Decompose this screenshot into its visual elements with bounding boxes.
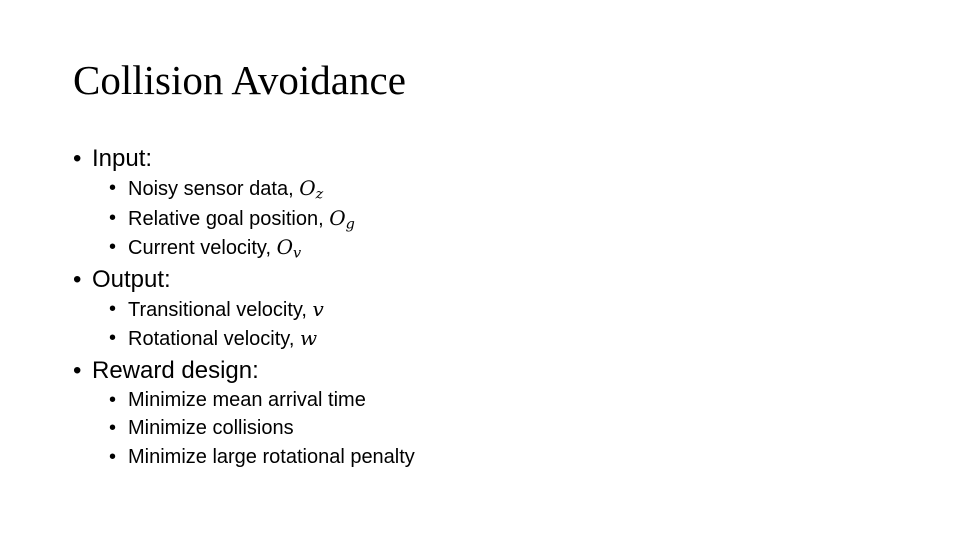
bullet-icon: • (73, 145, 82, 172)
section-label: Output: (92, 265, 171, 293)
bullet-icon: • (109, 206, 117, 229)
bullet-icon: • (109, 417, 117, 439)
math-variable: $O_z$ (299, 176, 324, 203)
bullet-icon: • (109, 177, 117, 199)
bullet-list (73, 144, 873, 471)
list-item (73, 443, 873, 472)
slide-title: Collision Avoidance (73, 57, 406, 103)
section-output (73, 265, 873, 295)
item-text: Rotational velocity, (128, 328, 300, 350)
list-item (73, 386, 873, 415)
math-subscript: z (315, 186, 324, 203)
item-text: Minimize large rotational penalty (128, 445, 415, 468)
bullet-icon: • (109, 327, 117, 349)
math-variable: $O_g$ (329, 205, 355, 233)
section-label: Reward design: (92, 356, 259, 384)
list-item (73, 204, 873, 234)
bullet-icon: • (109, 445, 117, 468)
list-item (73, 295, 873, 325)
section-input (73, 144, 873, 174)
math-variable: w (299, 326, 318, 350)
list-item (73, 174, 873, 204)
item-text: Transitional velocity, (128, 298, 313, 321)
bullet-icon: • (73, 265, 82, 293)
bullet-icon: • (109, 236, 117, 258)
math-variable: $O_v$ (276, 235, 302, 262)
math-variable: v (312, 296, 324, 321)
section-reward-design (73, 356, 873, 386)
bullet-icon: • (73, 356, 82, 384)
list-item (73, 414, 873, 443)
item-text: Noisy sensor data, (128, 178, 300, 200)
item-text: Minimize collisions (128, 417, 294, 439)
list-item (73, 324, 873, 354)
item-text: Minimize mean arrival time (128, 388, 366, 411)
math-subscript: v (292, 245, 302, 262)
item-text: Current velocity, (128, 237, 277, 259)
item-text: Relative goal position, (128, 207, 330, 230)
bullet-icon: • (109, 297, 117, 320)
list-item (73, 233, 873, 263)
bullet-icon: • (109, 388, 117, 411)
math-subscript: g (345, 216, 355, 233)
section-label: Input: (92, 145, 153, 172)
